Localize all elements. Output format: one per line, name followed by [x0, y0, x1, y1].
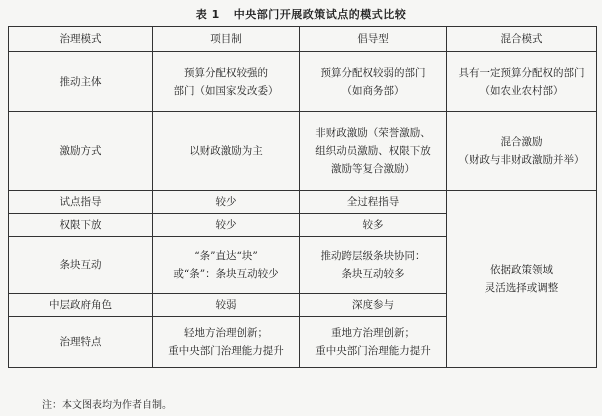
row-label-delegation: 权限下放: [9, 214, 153, 237]
row-label-actor: 推动主体: [9, 52, 153, 112]
comparison-table: [8, 26, 597, 368]
cell-actor-mixed: 具有一定预算分配权的部门 （如农业农村部）: [447, 52, 597, 112]
row-label-feature: 治理特点: [9, 317, 153, 368]
table-number: 表 1: [195, 8, 220, 21]
row-label-midlevel: 中层政府角色: [9, 294, 153, 317]
cell-feature-advocacy: 重地方治理创新； 重中央部门治理能力提升: [300, 317, 447, 368]
cell-interaction-project: “条”直达“块” 或“条”：条块互动较少: [153, 237, 300, 294]
cell-actor-advocacy: 预算分配权较弱的部门 （如商务部）: [300, 52, 447, 112]
row-label-guidance: 试点指导: [9, 191, 153, 214]
cell-mixed-merged: 依据政策领域 灵活选择或调整: [447, 191, 597, 368]
table-title: 中央部门开展政策试点的模式比较: [233, 8, 407, 21]
table-note: 注：本文图表均为作者自制。: [42, 400, 172, 411]
header-mixed-mode: 混合模式: [447, 27, 597, 52]
row-label-interaction: 条块互动: [9, 237, 153, 294]
cell-guidance-project: 较少: [153, 191, 300, 214]
cell-delegation-advocacy: 较多: [300, 214, 447, 237]
cell-midlevel-advocacy: 深度参与: [300, 294, 447, 317]
cell-midlevel-project: 较弱: [153, 294, 300, 317]
row-label-incentive: 激励方式: [9, 112, 153, 191]
header-governance-mode: 治理模式: [9, 27, 153, 52]
cell-incentive-mixed: 混合激励 （财政与非财政激励并举）: [447, 112, 597, 191]
table-row: [9, 191, 597, 214]
cell-interaction-advocacy: 推动跨层级条块协同： 条块互动较多: [300, 237, 447, 294]
cell-incentive-project: 以财政激励为主: [153, 112, 300, 191]
cell-actor-project: 预算分配权较强的 部门（如国家发改委）: [153, 52, 300, 112]
cell-feature-project: 轻地方治理创新； 重中央部门治理能力提升: [153, 317, 300, 368]
cell-delegation-project: 较少: [153, 214, 300, 237]
table-row: [9, 112, 597, 191]
table-header-row: [9, 27, 597, 52]
header-project-system: 项目制: [153, 27, 300, 52]
header-advocacy-type: 倡导型: [300, 27, 447, 52]
cell-incentive-advocacy: 非财政激励（荣誉激励、 组织动员激励、权限下放 激励等复合激励）: [300, 112, 447, 191]
cell-guidance-advocacy: 全过程指导: [300, 191, 447, 214]
table-row: [9, 52, 597, 112]
table-caption: [0, 6, 602, 22]
